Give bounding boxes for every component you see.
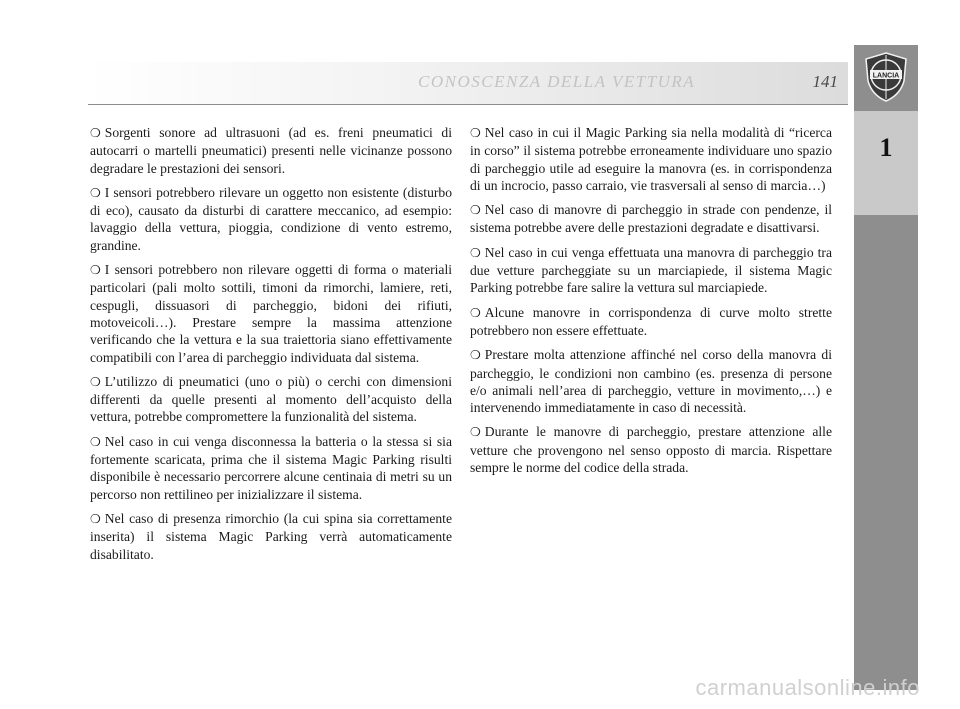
bullet-icon: ❍ (90, 126, 101, 140)
section-title: CONOSCENZA DELLA VETTURA (418, 72, 696, 91)
paragraph-text: Sorgenti sonore ad ultrasuoni (ad es. freni pneumatici di autocarri o martelli pneumatici) presenti nelle vicinanze possono degradare le prestazioni dei sensori. (90, 125, 452, 176)
left-column (90, 124, 452, 570)
bullet-paragraph (470, 244, 832, 297)
logo-text: LANCIA (872, 72, 900, 80)
chapter-sidebar (854, 45, 918, 690)
bullet-icon: ❍ (470, 425, 481, 440)
right-column (470, 124, 832, 483)
bullet-paragraph (470, 346, 832, 416)
bullet-icon: ❍ (470, 245, 481, 260)
bullet-paragraph (90, 433, 452, 503)
bullet-paragraph (470, 423, 832, 476)
paragraph-text: Nel caso in cui il Magic Parking sia nella modalità di “ricerca in corso” il sistema potrebbe erroneamente individuare uno spazio di parcheggio utile ad eseguire la manovra (es. in corrispondenza di un incrocio, passo carraio, vie trasversali al senso di marcia…) (470, 125, 832, 193)
bullet-icon: ❍ (90, 374, 101, 389)
bullet-paragraph (90, 184, 452, 254)
bullet-paragraph (90, 373, 452, 426)
brand-logo (854, 45, 918, 109)
bullet-paragraph (470, 124, 832, 194)
bullet-icon: ❍ (90, 185, 101, 200)
chapter-number: 1 (879, 133, 893, 162)
page-header (88, 62, 848, 105)
bullet-paragraph (90, 124, 452, 177)
bullet-icon: ❍ (470, 203, 481, 218)
bullet-icon: ❍ (90, 511, 101, 526)
chapter-tab[interactable] (854, 111, 918, 215)
watermark: carmanualsonline.info (695, 675, 920, 700)
paragraph-text: Nel caso di presenza rimorchio (la cui spina sia correttamente inserita) il sistema Magic Parking verrà automaticamente disabilitato. (90, 510, 452, 562)
bullet-icon: ❍ (470, 305, 481, 320)
bullet-paragraph (470, 201, 832, 237)
bullet-icon: ❍ (90, 263, 101, 278)
bullet-paragraph (90, 510, 452, 563)
paragraph-text: Prestare molta attenzione affinché nel corso della manovra di parcheggio, le condizioni non cambino (es. presenza di persone e/o animali nell’area di parcheggio, vetture in movimento,…) e intervenendo immediatamente in caso di necessità. (470, 347, 832, 416)
bullet-paragraph (90, 261, 452, 366)
bullet-icon: ❍ (90, 434, 101, 449)
paragraph-text: L’utilizzo di pneumatici (uno o più) o cerchi con dimensioni differenti da quelle presenti al momento dell’acquisto della vettura, potrebbe compromettere la funzionalità del sistema. (90, 373, 452, 425)
bullet-icon: ❍ (470, 126, 481, 140)
paragraph-text: I sensori potrebbero rilevare un oggetto non esistente (disturbo di eco), causato da disturbi di carattere meccanico, ad esempio: lavaggio della vettura, pioggia, condizione di vento estremo, grandine. (90, 184, 452, 253)
paragraph-text: Nel caso di manovre di parcheggio in strade con pendenze, il sistema potrebbe avere delle prestazioni degradate e disattivarsi. (470, 202, 832, 236)
bullet-icon: ❍ (470, 348, 481, 363)
page-number: 141 (812, 72, 838, 91)
lancia-shield-icon (862, 51, 910, 103)
paragraph-text: Durante le manovre di parcheggio, prestare attenzione alle vetture che provengono nel senso opposto di marcia. Rispettare sempre le norme del codice della strada. (470, 424, 832, 476)
paragraph-text: Alcune manovre in corrispondenza di curve molto strette potrebbero non essere effettuate. (470, 304, 832, 338)
bullet-paragraph (470, 304, 832, 340)
paragraph-text: Nel caso in cui venga disconnessa la batteria o la stessa si sia fortemente scaricata, prima che il sistema Magic Parking risulti disponibile è necessario percorrere alcune centinaia di metri su un percorso non rettilineo per inizializzare il sistema. (90, 433, 452, 502)
paragraph-text: I sensori potrebbero non rilevare oggetti di forma o materiali particolari (pali molto sottili, timoni da rimorchi, lamiere, reti, cespugli, dissuasori di parcheggio, bidoni dei rifiuti, motoveicoli…). Prestare sempre la massima attenzione verificando che la vettura e la sua traiettoria siano effettivamente compatibili con l’area di parcheggio individuata dal sistema. (90, 262, 452, 365)
paragraph-text: Nel caso in cui venga effettuata una manovra di parcheggio tra due vetture parcheggiate su un marciapiede, il sistema Magic Parking potrebbe fare salire la vettura sul marciapiede. (470, 244, 832, 296)
